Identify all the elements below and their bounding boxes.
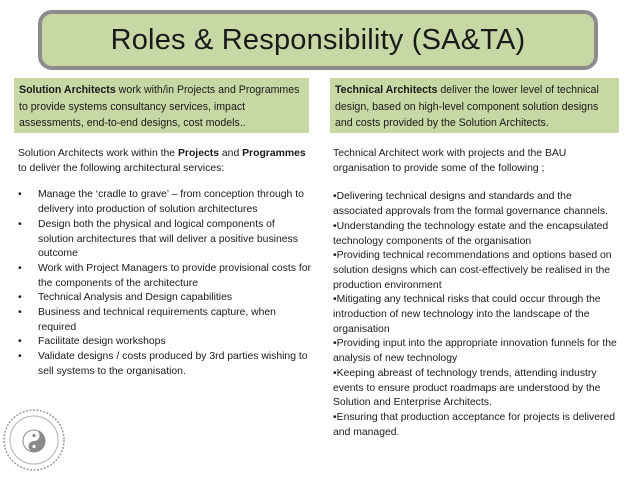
technical-architects-duties-list — [333, 190, 623, 440]
technical-architects-column — [333, 147, 623, 440]
list-item: • Design both the physical and logical components of solution architectures that will deliver a positive business outcome — [18, 218, 311, 262]
page-title: Roles & Responsibility (SA&TA) — [110, 23, 526, 56]
solution-architects-services-list — [18, 188, 311, 379]
list-item: •Understanding the technology estate and the encapsulated technology components of the organisation — [333, 220, 609, 247]
list-item: •Ensuring that production acceptance for projects is delivered and managed. — [333, 411, 616, 438]
list-item: •Delivering technical designs and standards and the associated approvals from the formal governance channels. — [333, 191, 608, 218]
solution-architects-term: Solution Architects — [19, 84, 116, 96]
intro-projects: Projects — [177, 148, 219, 159]
title-banner — [38, 10, 598, 70]
list-item: • Manage the ‘cradle to grave’ – from conception through to delivery into production of solution architectures — [18, 188, 311, 217]
list-item: •Providing input into the appropriate innovation funnels for the analysis of new technology — [333, 338, 617, 365]
list-item: • Technical Analysis and Design capabilities — [18, 291, 311, 306]
list-item: • Business and technical requirements capture, when required — [18, 306, 311, 335]
intro-text: to deliver the following architectural services: — [18, 162, 225, 174]
intro-programmes: Programmes — [242, 148, 306, 159]
solution-architects-intro — [18, 147, 311, 176]
solution-architects-column — [18, 147, 311, 380]
intro-text: Solution Architects work within the — [18, 148, 178, 159]
technical-architects-intro: Technical Architect work with projects and the BAU organisation to provide some of the following ; — [333, 148, 567, 174]
list-item: • Facilitate design workshops — [18, 335, 311, 350]
yin-yang-seal-icon — [2, 408, 66, 472]
intro-text: and — [219, 148, 243, 159]
list-item: • Work with Project Managers to provide provisional costs for the components of the architecture — [18, 262, 311, 291]
list-item: • Validate designs / costs produced by 3rd parties wishing to sell systems to the organisation. — [18, 350, 311, 379]
list-item: •Keeping abreast of technology trends, attending industry events to ensure product roadmaps are understood by the Solution and Enterprise Architects. — [333, 367, 601, 409]
list-item: •Providing technical recommendations and options based on solution designs which can cost-effectively be realised in the production environment — [333, 250, 612, 291]
solution-architects-summary — [14, 78, 309, 133]
list-item: •Mitigating any technical risks that could occur through the introduction of new technology into the landscape of the organisation — [333, 294, 601, 335]
technical-architects-term: Technical Architects — [335, 84, 438, 96]
technical-architects-summary-text: deliver the lower level of technical design, based on high-level component solution designs and costs provided by the Solution Architects. — [335, 84, 599, 129]
technical-architects-summary — [330, 78, 619, 133]
solution-architects-summary-text: work with/in Projects and Programmes to provide systems consultancy services, impact assessments, end-to-end designs, cost models.. — [19, 84, 300, 129]
